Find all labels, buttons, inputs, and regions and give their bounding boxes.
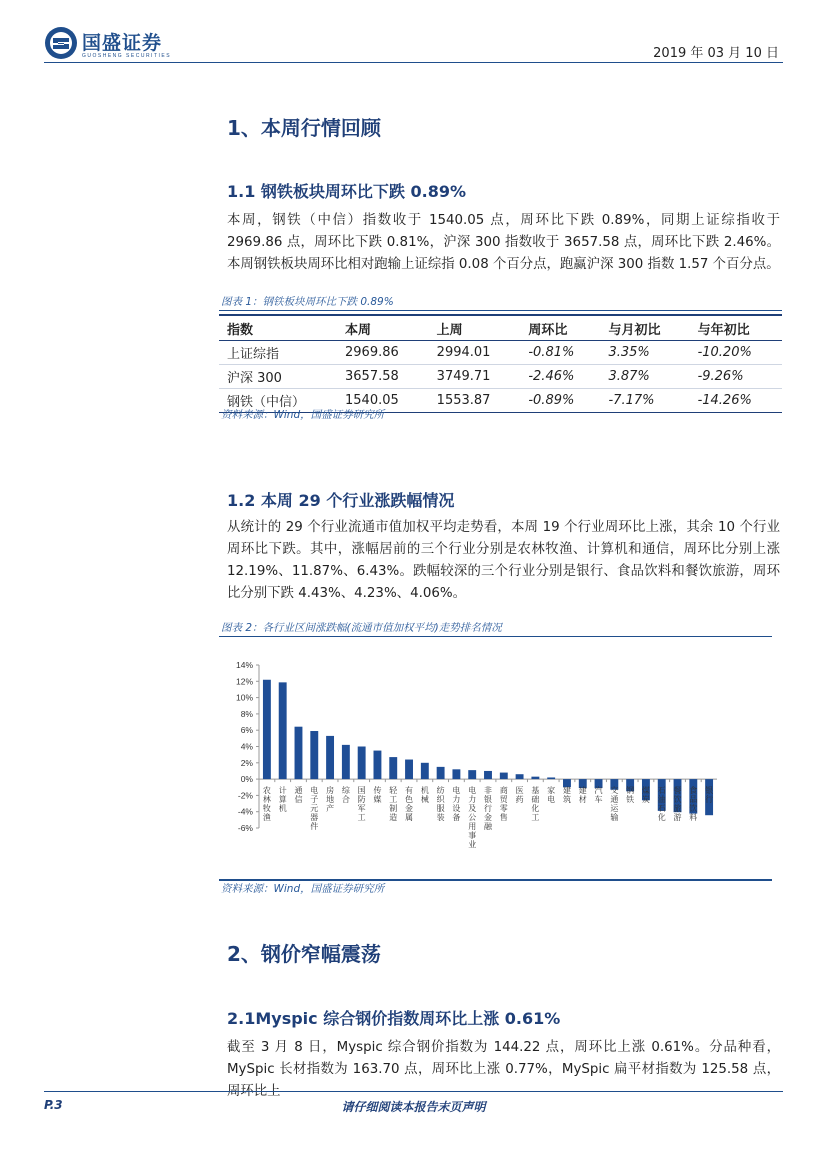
chart-x-tick-label: 综合 (341, 786, 350, 805)
section-1-2-title: 1.2 本周 29 个行业涨跌幅情况 (227, 491, 455, 510)
table-header-cell: 本周 (337, 315, 429, 341)
chart-y-tick-label: 4% (240, 741, 253, 752)
chart-bar (531, 777, 539, 779)
chart-bar (279, 682, 287, 779)
chart-y-tick-label: 0% (240, 774, 253, 785)
table-cell: 1553.87 (429, 389, 521, 413)
table-header-cell: 与月初比 (600, 315, 689, 341)
section-1-1-title: 1.1 钢铁板块周环比下跌 0.89% (227, 182, 466, 201)
table-cell: -7.17% (600, 389, 689, 413)
chart-x-tick-label: 煤炭 (641, 786, 650, 805)
table-header-cell: 周环比 (520, 315, 600, 341)
table-cell: -2.46% (520, 365, 600, 389)
company-logo-icon (44, 26, 78, 60)
chart-y-tick-label: -6% (237, 823, 253, 833)
chart-x-tick-label: 汽车 (594, 786, 603, 805)
company-logo (44, 26, 179, 66)
section-2-title: 2、钢价窄幅震荡 (227, 942, 381, 966)
table-cell: -0.89% (520, 389, 600, 413)
table-cell: 钢铁（中信） (219, 389, 337, 413)
chart-x-tick-label: 传媒 (373, 786, 382, 805)
chart-bar (374, 751, 382, 780)
chart-x-tick-label: 电力及公用事业 (468, 786, 477, 850)
chart-y-tick-label: 10% (235, 692, 253, 703)
chart-x-tick-label: 有色金属 (405, 786, 414, 823)
table-header-row (219, 315, 782, 341)
table-cell: -10.20% (690, 341, 782, 365)
chart-x-tick-label: 纺织服装 (436, 786, 445, 823)
table-row (219, 365, 782, 389)
chart-x-tick-label: 建材 (578, 786, 587, 805)
chart-2-caption: 图表 2：各行业区间涨跌幅(流通市值加权平均)走势排名情况 (221, 622, 502, 634)
table-cell: 3749.71 (429, 365, 521, 389)
chart-bar (263, 680, 271, 779)
chart-bar (295, 727, 303, 779)
caption-divider (219, 636, 772, 637)
chart-bar (437, 767, 445, 779)
chart-x-tick-label: 钢铁 (626, 786, 635, 805)
chart-bar (452, 769, 460, 779)
report-date: 2019 年 03 月 10 日 (653, 46, 779, 61)
section-1-1-paragraph: 本周，钢铁（中信）指数收于 1540.05 点，周环比下跌 0.89%，同期上证综指收于 2969.86 点，周环比下跌 0.81%，沪深 300 指数收于 3657.58 点，周环比下跌 2.46%。本周钢铁板块周环比相对跑输上证综指 0.08 个百分点，跑赢沪深 300 指数 1.57 个百分点。 (227, 213, 780, 272)
chart-bar (342, 745, 350, 779)
table-cell: 2969.86 (337, 341, 429, 365)
table-cell: 3657.58 (337, 365, 429, 389)
table-header-cell: 上周 (429, 315, 521, 341)
table-1-caption: 图表 1：钢铁板块周环比下跌 0.89% (221, 296, 394, 308)
brand-subtitle: GUOSHENG SECURITIES (82, 53, 172, 59)
chart-y-tick-label: -4% (237, 806, 253, 817)
chart-x-tick-label: 医药 (515, 786, 524, 805)
table-header-cell: 与年初比 (690, 315, 782, 341)
header-divider (44, 62, 783, 63)
table-1-source: 资料来源：Wind，国盛证券研究所 (221, 409, 385, 421)
chart-bar (326, 736, 334, 779)
chart-y-tick-label: 12% (235, 676, 253, 687)
table-header-cell: 指数 (219, 315, 337, 341)
section-1-title: 1、本周行情回顾 (227, 116, 381, 140)
chart-y-tick-label: 8% (240, 708, 253, 719)
chart-x-tick-label: 餐饮旅游 (673, 786, 682, 823)
chart-x-tick-label: 交通运输 (610, 786, 619, 823)
chart-bar (468, 770, 476, 779)
chart-bar (389, 757, 397, 779)
chart-x-tick-label: 非银行金融 (484, 786, 492, 832)
page-number: P.3 (44, 1098, 63, 1112)
section-2-1-paragraph: 截至 3 月 8 日，Myspic 综合钢价指数为 144.22 点，周环比上涨 0.61%。分品种看，MySpic 长材指数为 163.70 点，周环比上涨 0.77%，MySpic 扁平材指数为 125.58 点，周环比上 (227, 1040, 780, 1099)
chart-bar (405, 760, 413, 780)
brand-name: 国盛证券 (82, 32, 163, 54)
caption-divider (219, 310, 782, 311)
chart-y-tick-label: 14% (235, 660, 253, 670)
chart-x-tick-label: 家电 (547, 786, 556, 805)
chart-x-tick-label: 机械 (420, 786, 429, 805)
chart-x-tick-label: 农林牧渔 (262, 786, 271, 823)
footer-divider (44, 1091, 783, 1092)
table-cell: 上证综指 (219, 341, 337, 365)
chart-x-tick-label: 国防军工 (357, 786, 366, 823)
table-cell: 3.87% (600, 365, 689, 389)
chart-bar (547, 777, 555, 779)
chart-bar (358, 747, 366, 780)
chart-x-tick-label: 基础化工 (531, 786, 540, 823)
chart-x-tick-label: 建筑 (562, 786, 571, 805)
chart-y-tick-label: 2% (240, 757, 253, 768)
chart-x-tick-label: 电子元器件 (310, 786, 319, 832)
chart-bar (484, 771, 492, 779)
chart-x-tick-label: 轻工制造 (389, 786, 398, 823)
chart-x-tick-label: 石油石化 (657, 786, 666, 823)
chart-x-tick-label: 通信 (294, 786, 303, 805)
table-cell: 3.35% (600, 341, 689, 365)
table-cell: 1540.05 (337, 389, 429, 413)
chart-bar (516, 774, 524, 779)
chart-x-tick-label: 银行 (705, 786, 714, 805)
section-1-2-paragraph: 从统计的 29 个行业流通市值加权平均走势看，本周 19 个行业周环比上涨，其余 10 个行业周环比下跌。其中，涨幅居前的三个行业分别是农林牧渔、计算机和通信，周环比分别上涨 12.19%、11.87%、6.43%。跌幅较深的三个行业分别是银行、食品饮料和餐饮旅游，周环比分别下跌 4.43%、4.23%、4.06%。 (227, 520, 780, 601)
chart-x-tick-label: 商贸零售 (499, 786, 508, 823)
chart-bar (500, 773, 508, 780)
chart-bar (310, 731, 318, 779)
index-table (219, 314, 782, 413)
section-2-1-title: 2.1Myspic 综合钢价指数周环比上涨 0.61% (227, 1009, 561, 1028)
table-cell: 沪深 300 (219, 365, 337, 389)
table-cell: 2994.01 (429, 341, 521, 365)
footer-disclaimer: 请仔细阅读本报告末页声明 (341, 1100, 486, 1114)
chart-x-tick-label: 计算机 (278, 786, 287, 814)
chart-x-tick-label: 食品饮料 (689, 786, 698, 823)
chart-x-tick-label: 电力设备 (452, 786, 461, 823)
chart-2-source: 资料来源：Wind，国盛证券研究所 (221, 883, 385, 895)
table-cell: -0.81% (520, 341, 600, 365)
chart-y-tick-label: -2% (237, 790, 253, 801)
chart-x-tick-label: 房地产 (326, 786, 335, 814)
table-cell: -14.26% (690, 389, 782, 413)
chart-y-tick-label: 6% (240, 725, 253, 736)
table-cell: -9.26% (690, 365, 782, 389)
chart-bar (421, 763, 429, 779)
table-row (219, 341, 782, 365)
industry-return-bar-chart (221, 647, 773, 877)
